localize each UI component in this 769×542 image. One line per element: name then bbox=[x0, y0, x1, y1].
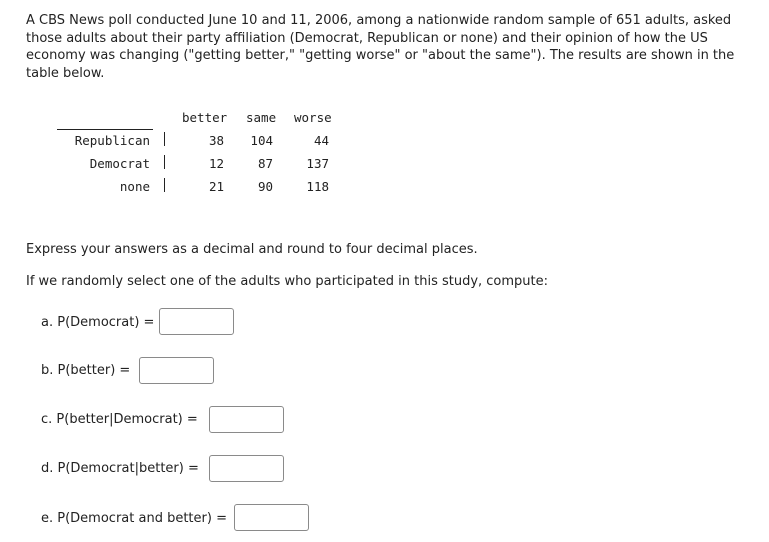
table-cell: 87 bbox=[257, 156, 273, 171]
answer-c-input[interactable] bbox=[209, 406, 284, 433]
row-label-republican: Republican bbox=[74, 133, 150, 148]
instructions-text: Express your answers as a decimal and round to four decimal places. bbox=[26, 242, 478, 257]
problem-intro: A CBS News poll conducted June 10 and 11, 2006, among a nationwide random sample of 651 adults, asked those adults about their party affiliation (Democrat, Republican or none) and their opinion of how the US economy was changing ("getting better," "getting worse" or "about the same"). The results are shown in the table below. bbox=[26, 13, 735, 81]
table-cell: 21 bbox=[208, 179, 224, 194]
table-row-divider bbox=[164, 132, 165, 146]
answer-b-input[interactable] bbox=[139, 357, 214, 384]
question-e-label: e. P(Democrat and better) = bbox=[41, 511, 227, 526]
question-a-label: a. P(Democrat) = bbox=[41, 315, 155, 330]
column-header-worse: worse bbox=[294, 110, 332, 125]
table-cell: 12 bbox=[208, 156, 224, 171]
table-row-divider bbox=[164, 155, 165, 169]
column-header-better: better bbox=[182, 110, 228, 125]
table-cell: 44 bbox=[313, 133, 329, 148]
answer-d-input[interactable] bbox=[209, 455, 284, 482]
table-cell: 90 bbox=[257, 179, 273, 194]
table-cell: 118 bbox=[306, 179, 329, 194]
table-row-divider bbox=[164, 178, 165, 192]
row-label-none: none bbox=[119, 179, 150, 194]
table-header-rule bbox=[57, 129, 153, 130]
question-c-label: c. P(better|Democrat) = bbox=[41, 412, 198, 427]
question-d-label: d. P(Democrat|better) = bbox=[41, 461, 199, 476]
row-label-democrat: Democrat bbox=[89, 156, 150, 171]
question-b-label: b. P(better) = bbox=[41, 363, 131, 378]
table-cell: 38 bbox=[208, 133, 224, 148]
answer-e-input[interactable] bbox=[234, 504, 309, 531]
table-cell: 137 bbox=[306, 156, 329, 171]
table-cell: 104 bbox=[250, 133, 273, 148]
prompt-text: If we randomly select one of the adults who participated in this study, compute: bbox=[26, 274, 549, 289]
column-header-same: same bbox=[246, 110, 277, 125]
answer-a-input[interactable] bbox=[159, 308, 234, 335]
